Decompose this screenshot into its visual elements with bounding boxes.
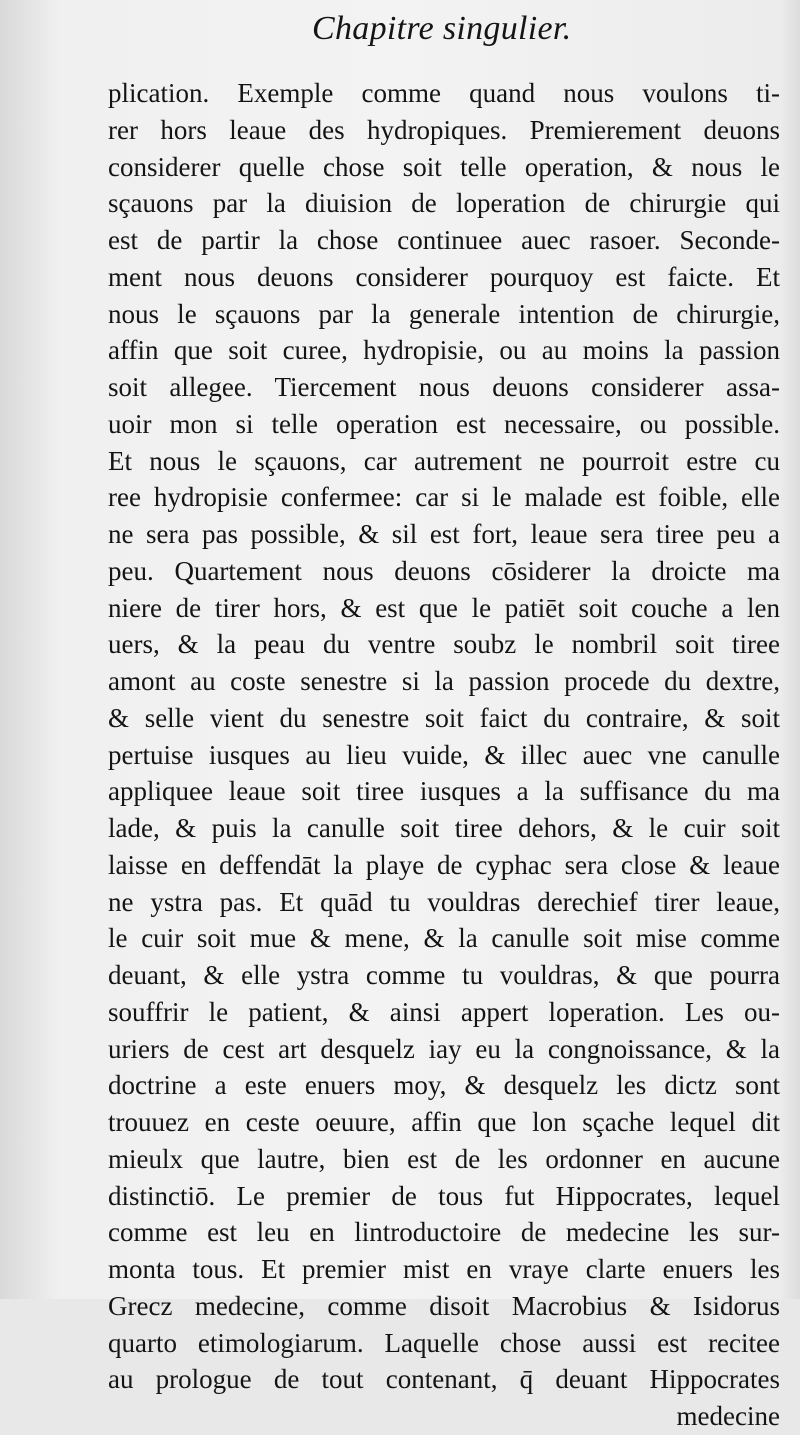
text-line: est de partir la chose continuee auec rasoer. Seconde- — [108, 225, 780, 255]
text-line: rer hors leaue des hydropiques. Premierement deuons — [108, 114, 780, 145]
text-line: uriers de cest art desquelz iay eu la congnoissance, & la — [108, 1033, 780, 1064]
text-line: quarto etimologiarum. Laquelle chose aussi est recitee — [108, 1327, 780, 1358]
text-line: considerer quelle chose soit telle operation, & nous le — [108, 151, 780, 182]
text-line: comme est leu en lintroductoire de medecine les sur- — [108, 1217, 780, 1248]
text-line: peu. Quartement nous deuons cōsiderer la droicte ma — [108, 555, 780, 586]
text-line: doctrine a este enuers moy, & desquelz les dictz sont — [108, 1070, 780, 1101]
text-line: lade, & puis la canulle soit tiree dehors, & le cuir soit — [108, 813, 780, 843]
body-text — [108, 75, 780, 1435]
text-line: & selle vient du senestre soit faict du contraire, & soit — [108, 702, 780, 733]
text-line: affin que soit curee, hydropisie, ou au moins la passion — [108, 335, 780, 366]
text-line: sçauons par la diuision de loperation de chirurgie qui — [108, 188, 780, 219]
text-line: le cuir soit mue & mene, & la canulle soit mise comme — [108, 923, 780, 954]
running-head: Chapitre singulier. — [312, 10, 572, 47]
text-line: au prologue de tout contenant, q̄ deuant Hippocrates — [108, 1364, 780, 1395]
text-line: soit allegee. Tiercement nous deuons considerer assa- — [108, 372, 780, 402]
text-line: uers, & la peau du ventre soubz le nombril soit tiree — [108, 629, 780, 660]
text-line: Et nous le sçauons, car autrement ne pourroit estre cu — [108, 445, 780, 476]
text-line: mieulx que lautre, bien est de les ordonner en aucune — [108, 1143, 780, 1174]
text-line: amont au coste senestre si la passion procede du dextre, — [108, 666, 780, 696]
text-line: laisse en deffendāt la playe de cyphac sera close & leaue — [108, 849, 780, 880]
text-line: plication. Exemple comme quand nous voulons ti- — [108, 78, 780, 108]
text-line: monta tous. Et premier mist en vraye clarte enuers les — [108, 1254, 780, 1284]
catchword: medecine — [676, 1401, 780, 1431]
text-line: niere de tirer hors, & est que le patiēt soit couche a len — [108, 592, 780, 623]
text-line: pertuise iusques au lieu vuide, & illec auec vne canulle — [108, 739, 780, 770]
text-line: nous le sçauons par la generale intention de chirurgie, — [108, 298, 780, 329]
text-line: distinctiō. Le premier de tous fut Hippocrates, lequel — [108, 1180, 780, 1211]
text-line: uoir mon si telle operation est necessaire, ou possible. — [108, 408, 780, 439]
text-line: ree hydropisie confermee: car si le malade est foible, elle — [108, 482, 780, 513]
text-line: ne ystra pas. Et quād tu vouldras derechief tirer leaue, — [108, 886, 780, 917]
text-line: ne sera pas possible, & sil est fort, leaue sera tiree peu a — [108, 519, 780, 549]
text-line: ment nous deuons considerer pourquoy est faicte. Et — [108, 261, 780, 292]
text-line: appliquee leaue soit tiree iusques a la suffisance du ma — [108, 776, 780, 807]
text-line: Grecz medecine, comme disoit Macrobius & Isidorus — [108, 1290, 780, 1321]
text-line: deuant, & elle ystra comme tu vouldras, & que pourra — [108, 960, 780, 990]
text-line: souffrir le patient, & ainsi appert loperation. Les ou- — [108, 996, 780, 1027]
text-line: trouuez en ceste oeuure, affin que lon sçache lequel dit — [108, 1107, 780, 1137]
